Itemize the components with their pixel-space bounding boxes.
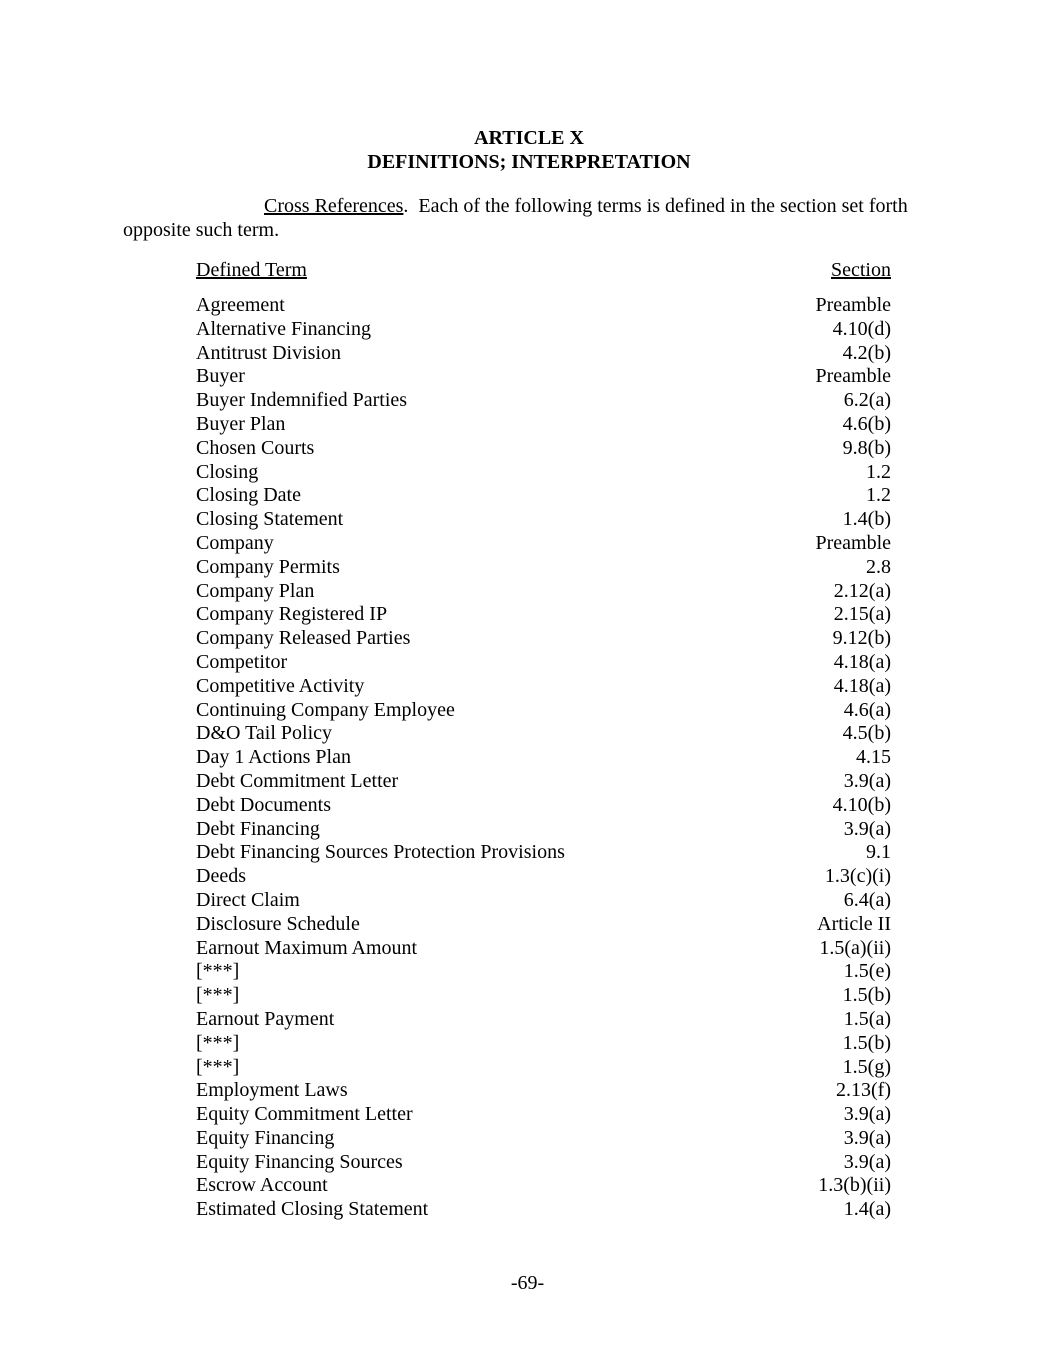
table-row bbox=[196, 1151, 891, 1175]
term-cell: Agreement bbox=[196, 294, 285, 316]
section-cell: 1.5(a)(ii) bbox=[819, 936, 891, 959]
term-cell: Company Released Parties bbox=[196, 627, 411, 650]
table-row bbox=[196, 294, 891, 318]
section-cell: 1.5(g) bbox=[842, 1055, 891, 1078]
cross-reference-table bbox=[196, 258, 891, 1222]
term-cell: Earnout Maximum Amount bbox=[196, 936, 418, 959]
table-row bbox=[196, 437, 891, 461]
term-cell: Equity Financing bbox=[196, 1126, 335, 1149]
table-row bbox=[196, 1103, 891, 1127]
table-row bbox=[196, 556, 891, 580]
term-cell: [***] bbox=[196, 960, 240, 983]
term-cell: Alternative Financing bbox=[196, 317, 371, 340]
term-cell: Closing Statement bbox=[196, 508, 344, 531]
section-cell: Preamble bbox=[815, 294, 891, 316]
table-header-row bbox=[196, 258, 891, 282]
term-cell: Company Registered IP bbox=[196, 603, 388, 626]
table-row bbox=[196, 699, 891, 723]
section-cell: 6.2(a) bbox=[843, 389, 891, 412]
table-row bbox=[196, 770, 891, 794]
table-row bbox=[196, 1174, 891, 1198]
article-heading: ARTICLE X bbox=[474, 127, 584, 149]
table-row bbox=[196, 865, 891, 889]
table-row bbox=[196, 580, 891, 604]
section-cell: 9.8(b) bbox=[842, 436, 891, 459]
section-cell: 3.9(a) bbox=[843, 817, 891, 840]
table-row bbox=[196, 413, 891, 437]
term-cell: Debt Financing Sources Protection Provisions bbox=[196, 841, 565, 864]
section-cell: 1.3(b)(ii) bbox=[818, 1174, 891, 1197]
section-cell: 9.1 bbox=[866, 841, 891, 864]
section-cell: 1.5(e) bbox=[843, 960, 891, 983]
article-subtitle: DEFINITIONS; INTERPRETATION bbox=[367, 151, 691, 173]
term-cell: Closing bbox=[196, 460, 259, 483]
table-row bbox=[196, 841, 891, 865]
section-cell: 4.18(a) bbox=[833, 650, 891, 673]
table-row bbox=[196, 746, 891, 770]
table-row bbox=[196, 794, 891, 818]
intro-paragraph bbox=[123, 194, 935, 242]
section-cell: 1.5(a) bbox=[843, 1007, 891, 1030]
section-cell: 1.3(c)(i) bbox=[824, 865, 891, 888]
table-row bbox=[196, 913, 891, 937]
section-cell: 3.9(a) bbox=[843, 1126, 891, 1149]
term-cell: Equity Commitment Letter bbox=[196, 1103, 413, 1126]
section-cell: 3.9(a) bbox=[843, 769, 891, 792]
section-cell: 1.2 bbox=[866, 484, 891, 507]
term-cell: Antitrust Division bbox=[196, 341, 342, 364]
term-cell: Employment Laws bbox=[196, 1079, 348, 1102]
section-cell: 2.12(a) bbox=[833, 579, 891, 602]
section-cell: 3.9(a) bbox=[843, 1103, 891, 1126]
table-row bbox=[196, 1198, 891, 1222]
section-cell: 6.4(a) bbox=[843, 888, 891, 911]
section-cell: 4.2(b) bbox=[842, 341, 891, 364]
term-cell: [***] bbox=[196, 984, 240, 1007]
section-cell: 4.18(a) bbox=[833, 674, 891, 697]
section-cell: Preamble bbox=[815, 531, 891, 554]
term-cell: Competitive Activity bbox=[196, 674, 365, 697]
section-cell: 2.15(a) bbox=[833, 603, 891, 626]
term-cell: Debt Financing bbox=[196, 817, 320, 840]
term-cell: Buyer Indemnified Parties bbox=[196, 389, 408, 412]
term-cell: Direct Claim bbox=[196, 888, 300, 911]
table-row bbox=[196, 818, 891, 842]
section-cell: 4.6(b) bbox=[842, 412, 891, 435]
term-cell: Escrow Account bbox=[196, 1174, 328, 1197]
section-cell: Preamble bbox=[815, 365, 891, 388]
table-row bbox=[196, 984, 891, 1008]
term-cell: [***] bbox=[196, 1055, 240, 1078]
table-row bbox=[196, 937, 891, 961]
section-cell: 4.15 bbox=[856, 746, 891, 769]
section-header: Section bbox=[831, 259, 891, 281]
table-rows bbox=[196, 294, 891, 1222]
table-row bbox=[196, 461, 891, 485]
table-row bbox=[196, 1127, 891, 1151]
term-cell: [***] bbox=[196, 1031, 240, 1054]
section-cell: Article II bbox=[817, 912, 891, 935]
section-cell: 1.4(b) bbox=[842, 508, 891, 531]
cross-references-label: Cross References bbox=[264, 195, 404, 217]
term-cell: Closing Date bbox=[196, 484, 301, 507]
table-row bbox=[196, 1056, 891, 1080]
section-cell: 1.2 bbox=[866, 460, 891, 483]
table-row bbox=[196, 532, 891, 556]
table-row bbox=[196, 675, 891, 699]
defined-term-header: Defined Term bbox=[196, 259, 307, 281]
section-cell: 9.12(b) bbox=[832, 627, 891, 650]
table-row bbox=[196, 1032, 891, 1056]
section-cell: 2.13(f) bbox=[836, 1079, 891, 1102]
section-cell: 4.10(b) bbox=[832, 793, 891, 816]
table-row bbox=[196, 389, 891, 413]
table-row bbox=[196, 960, 891, 984]
section-cell: 2.8 bbox=[866, 555, 891, 578]
term-cell: Debt Commitment Letter bbox=[196, 769, 399, 792]
table-row bbox=[196, 1008, 891, 1032]
term-cell: Competitor bbox=[196, 650, 288, 673]
term-cell: Company Permits bbox=[196, 555, 340, 578]
table-row bbox=[196, 484, 891, 508]
section-cell: 3.9(a) bbox=[843, 1150, 891, 1173]
table-row bbox=[196, 508, 891, 532]
article-title-block bbox=[123, 126, 935, 174]
page-number: -69- bbox=[510, 1272, 545, 1294]
table-row bbox=[196, 1079, 891, 1103]
table-row bbox=[196, 365, 891, 389]
table-row bbox=[196, 318, 891, 342]
term-cell: Deeds bbox=[196, 865, 246, 888]
term-cell: Buyer bbox=[196, 365, 245, 388]
section-cell: 4.10(d) bbox=[832, 317, 891, 340]
table-row bbox=[196, 603, 891, 627]
term-cell: Debt Documents bbox=[196, 793, 331, 816]
table-row bbox=[196, 722, 891, 746]
table-row bbox=[196, 627, 891, 651]
intro-text: . Each of the following terms is defined in the section set forth opposite such term. bbox=[123, 195, 913, 241]
section-cell: 4.6(a) bbox=[843, 698, 891, 721]
term-cell: Day 1 Actions Plan bbox=[196, 746, 351, 769]
term-cell: D&O Tail Policy bbox=[196, 722, 333, 745]
term-cell: Buyer Plan bbox=[196, 412, 286, 435]
table-row bbox=[196, 651, 891, 675]
term-cell: Estimated Closing Statement bbox=[196, 1198, 429, 1221]
section-cell: 1.5(b) bbox=[842, 1031, 891, 1054]
section-cell: 4.5(b) bbox=[842, 722, 891, 745]
term-cell: Chosen Courts bbox=[196, 436, 315, 459]
term-cell: Earnout Payment bbox=[196, 1007, 335, 1030]
section-cell: 1.4(a) bbox=[843, 1198, 891, 1221]
term-cell: Disclosure Schedule bbox=[196, 912, 360, 935]
term-cell: Equity Financing Sources bbox=[196, 1150, 403, 1173]
term-cell: Company bbox=[196, 531, 274, 554]
table-row bbox=[196, 342, 891, 366]
term-cell: Company Plan bbox=[196, 579, 315, 602]
term-cell: Continuing Company Employee bbox=[196, 698, 455, 721]
section-cell: 1.5(b) bbox=[842, 984, 891, 1007]
table-row bbox=[196, 889, 891, 913]
document-content bbox=[123, 126, 935, 1222]
